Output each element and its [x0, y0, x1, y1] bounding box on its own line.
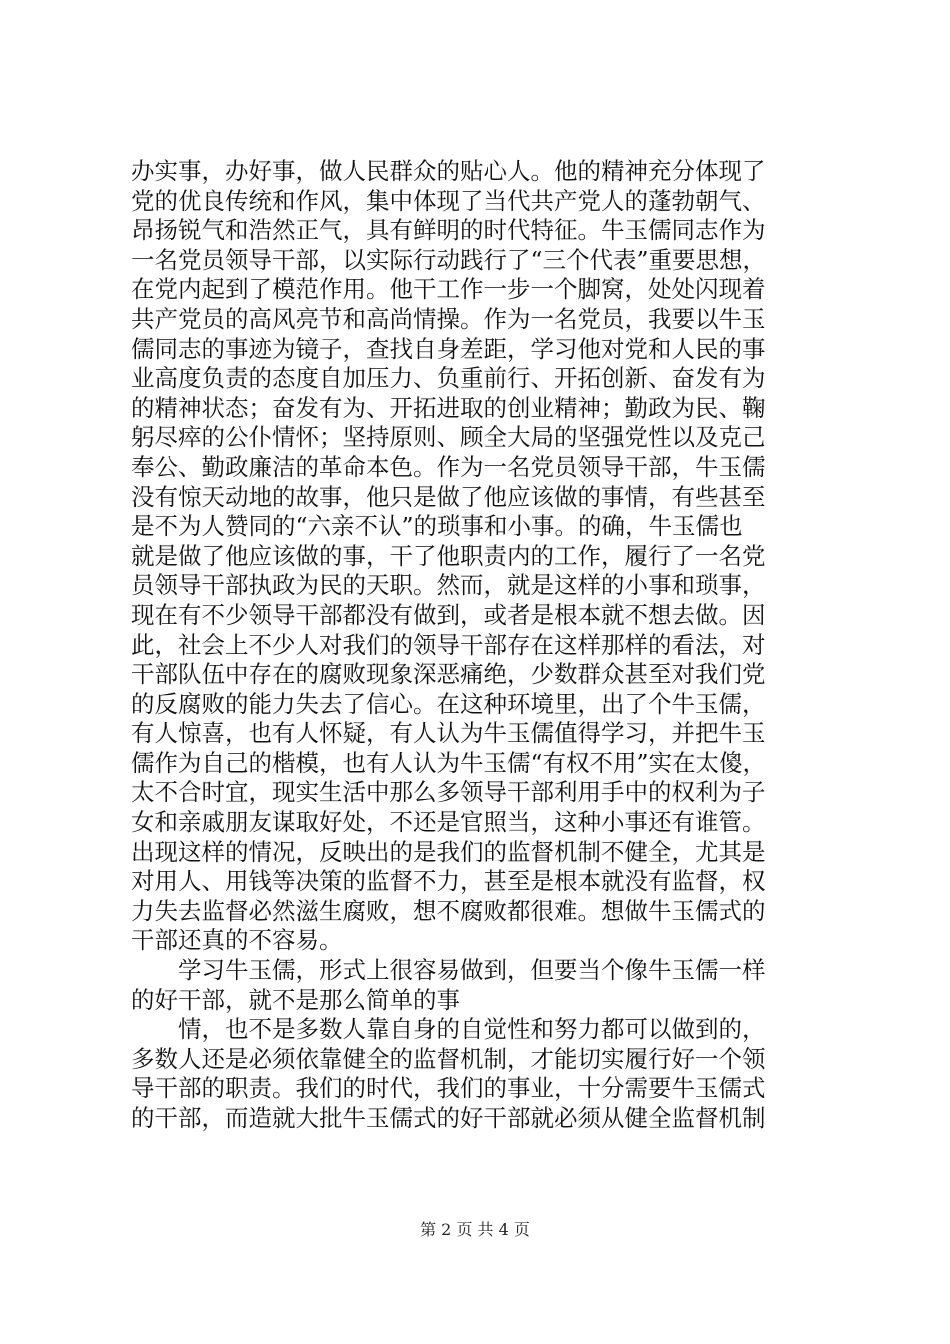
text-line: 一名党员领导干部，以实际行动践行了“三个代表”重要思想， [131, 245, 767, 274]
text-line: 的好干部，就不是那么简单的事 [131, 985, 460, 1014]
text-line: 没有惊天动地的故事，他只是做了他应该做的事情，有些甚至 [131, 482, 766, 511]
text-line: 共产党员的高风亮节和高尚情操。作为一名党员，我要以牛玉 [131, 304, 766, 333]
text-line: 的干部，而造就大批牛玉儒式的好干部就必须从健全监督机制 [131, 1104, 766, 1132]
text-line: 对用人、用钱等决策的监督不力，甚至是根本就没有监督，权 [131, 867, 766, 896]
text-line: 学习牛玉儒，形式上很容易做到，但要当个像牛玉儒一样 [178, 956, 766, 985]
text-line: 情，也不是多数人靠自身的自觉性和努力都可以做到的， [178, 1015, 766, 1044]
text-line: 此，社会上不少人对我们的领导干部存在这样那样的看法，对 [131, 630, 766, 659]
text-line: 的反腐败的能力失去了信心。在这种环境里，出了个牛玉儒， [131, 689, 766, 718]
text-line: 导干部的职责。我们的时代，我们的事业，十分需要牛玉儒式 [131, 1074, 766, 1103]
text-line: 多数人还是必须依靠健全的监督机制，才能切实履行好一个领 [131, 1044, 766, 1073]
text-line: 党的优良传统和作风，集中体现了当代共产党人的蓬勃朝气、 [131, 186, 766, 215]
text-line: 业高度负责的态度自加压力、负重前行、开拓创新、奋发有为 [131, 364, 766, 393]
text-line: 儒同志的事迹为镜子，查找自身差距，学习他对党和人民的事 [131, 334, 766, 363]
text-line: 现在有不少领导干部都没有做到，或者是根本就不想去做。因 [131, 600, 766, 629]
text-line: 出现这样的情况，反映出的是我们的监督机制不健全，尤其是 [131, 837, 766, 866]
text-line: 员领导干部执政为民的天职。然而，就是这样的小事和琐事， [131, 571, 766, 600]
text-line: 就是做了他应该做的事，干了他职责内的工作，履行了一名党 [131, 541, 766, 570]
text-line: 奉公、勤政廉洁的革命本色。作为一名党员领导干部，牛玉儒 [131, 452, 766, 481]
text-line: 办实事，办好事，做人民群众的贴心人。他的精神充分体现了 [131, 157, 766, 185]
text-line: 昂扬锐气和浩然正气，具有鲜明的时代特征。牛玉儒同志作为 [131, 216, 766, 245]
body-text [131, 157, 831, 1134]
text-line: 在党内起到了模范作用。他干工作一步一个脚窝，处处闪现着 [131, 275, 766, 304]
page-footer: 第 2 页 共 4 页 [420, 1220, 530, 1239]
text-line: 的精神状态；奋发有为、开拓进取的创业精神；勤政为民、鞠 [131, 393, 766, 422]
text-line: 干部还真的不容易。 [131, 926, 343, 955]
text-line: 干部队伍中存在的腐败现象深恶痛绝，少数群众甚至对我们党 [131, 660, 766, 689]
text-line: 女和亲戚朋友谋取好处，不还是官照当，这种小事还有谁管。 [131, 808, 766, 837]
text-line: 力失去监督必然滋生腐败，想不腐败都很难。想做牛玉儒式的 [131, 896, 766, 925]
text-line: 有人惊喜，也有人怀疑，有人认为牛玉儒值得学习，并把牛玉 [131, 719, 766, 748]
text-line: 躬尽瘁的公仆情怀；坚持原则、顾全大局的坚强党性以及克己 [131, 423, 766, 452]
text-line: 是不为人赞同的“六亲不认”的琐事和小事。的确，牛玉儒也 [131, 512, 743, 541]
text-line: 儒作为自己的楷模，也有人认为牛玉儒“有权不用”实在太傻， [131, 748, 767, 777]
text-line: 太不合时宜，现实生活中那么多领导干部利用手中的权利为子 [131, 778, 766, 807]
